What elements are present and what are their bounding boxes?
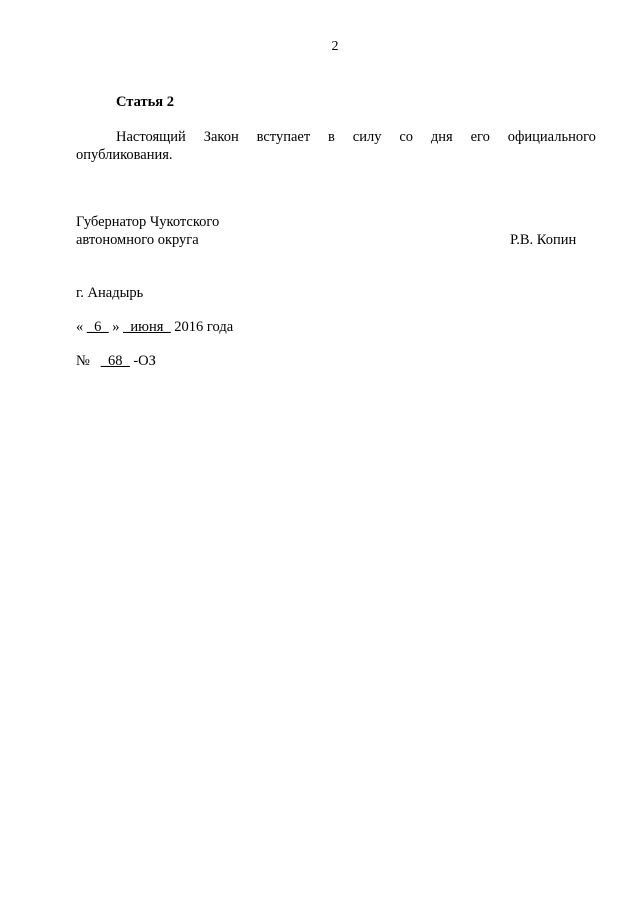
law-number-suffix: -ОЗ <box>133 353 156 369</box>
city-line: г. Анадырь <box>76 285 144 301</box>
date-day: _6_ <box>86 319 109 335</box>
date-open-quote: « <box>76 319 84 335</box>
date-line <box>76 318 233 336</box>
law-number-value: _68_ <box>100 353 130 369</box>
signer-title-line-1: Губернатор Чукотского <box>76 214 220 230</box>
article-body-word: Закон <box>203 129 239 145</box>
article-body-word: дня <box>430 129 453 145</box>
signer-title-line-2: автономного округа <box>76 232 199 248</box>
article-body-word: силу <box>352 129 382 145</box>
law-number-line <box>76 352 156 370</box>
article-body-word: вступает <box>256 129 311 145</box>
article-body-word: официального <box>507 129 596 145</box>
signer-name: Р.В. Копин <box>510 232 577 248</box>
page-number: 2 <box>331 39 339 54</box>
date-year: 2016 года <box>174 319 234 335</box>
article-body-word: Настоящий <box>116 129 186 145</box>
article-body-word: в <box>328 129 335 145</box>
article-body-line-1 <box>116 128 596 146</box>
article-title: Статья 2 <box>116 94 174 110</box>
article-body-word: его <box>470 129 490 145</box>
article-body-line-2: опубликования. <box>76 147 173 163</box>
date-close-quote: » <box>112 319 120 335</box>
law-number-prefix: № <box>76 353 90 369</box>
date-month: _июня_ <box>123 319 171 335</box>
article-body-word: со <box>399 129 414 145</box>
